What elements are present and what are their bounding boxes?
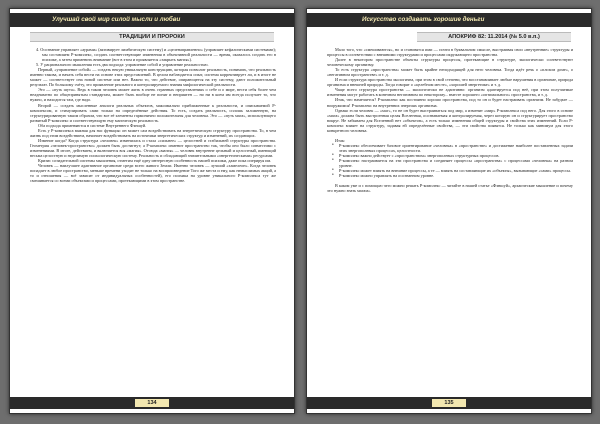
section-heading: ТРАДИЦИИ И ПРОРОКИ [30, 32, 274, 42]
paragraph: 4. Осознание управляет «аурами» (активирует лимбическую систему) и «целенаправленно» (управляет кефалическими системами); мы составляем Р-комплекс, создать соответствующие изменения в объективной реальности — время, оказалось создать его в психике, а затем применить внимание (вот в этом и проявляется «закрыть магия»). [36, 47, 276, 63]
page-number: 135 [432, 399, 466, 407]
list-item: • Р-комплекс настраивается на эти пространства и соединяет процессы «пространства» с процессами «человека» на разном уровне. [331, 158, 573, 168]
list-item: • Р-комплекс можно управлять на осознанном уровне. [331, 173, 573, 178]
paragraph: Оба подхода применяются в системе Внутреннего Фэншуй. [38, 122, 147, 128]
paragraph: Чаще всего структура пространства — экологически не адаптивно: организм адаптируется под неё, при этом получаемые изменения могут работать в конечном негативном по некоторому... вместе хорошего «оптимального» пространства, и т. д. [327, 87, 573, 98]
paragraph: Второй — создать мысленные аналоги реальных объектов, максимально приближенные к реальности, и описываемой Р-комплексом, и стимулировать сами только на определённые действия. То есть, создать реальность, сплошь заложенную, на структурированную таким образом, что все её элементы гармонично положительны для человека. Это — «путь мага», использующего развитый Р-комплекс и соответствующую ему магическую реальность. [30, 102, 276, 123]
article-body [30, 47, 276, 389]
right-page [306, 8, 592, 414]
left-page [9, 8, 295, 414]
paragraph: Первый, «управление собой» — создать некую уникальную конструкцию, которая позволит реальность, понимать, что реальность именно такова, и начать себя вести на основе этих представлений. В целом наблюдается опыт, система коррективрует ли, и в итоге не может — соответствует она новой системе или нет. Важно то, что действие, опирающееся на эту систему, дают положительный результат. По большому счёту, это проявление реального и контролируемого знания мифологической реальности. [30, 67, 276, 88]
paragraph: 5. У рационального мышления есть два подхода: управление собой и управление реальностью. [36, 62, 209, 68]
article-body [327, 47, 573, 389]
paragraph: Итак: [335, 137, 346, 143]
list-item: • Р-комплекс важно действует с «пространством» энергополевых структурных процессов. [331, 153, 573, 158]
list-item: • Р-комплекс может влиять на внешние процессы, а те — влиять на составляющие их «объекты», вызывающие «сами» процессы. [331, 168, 573, 173]
paragraph: Кризис созидательной системы мышления, отметим ещё одну интересную особенность нашей психики, даже пока оперируя им. [38, 158, 272, 164]
page-header-bar [307, 13, 591, 27]
paragraph: Изменит когда? Когда структура «человек» изменилась и стала «сильнее» — целостней и стабильней структуры пространства. Геометрия «человек-пространство» должен быть достигнут; а Р-комплекс изменит пространство так, чтобы оно было совместимо с изменениями. В итоге, действием, и включается вся «магия». Отсюда «магия» — человек внутренне цельный и целостный, имеющий весьма целостную и неделимую психологическую систему. Реальность и обладающий значительными «энергетическими» ресурсами. [30, 137, 276, 158]
page-number: 134 [135, 399, 169, 407]
paragraph: То есть структура «пространства» может быть крайне неподходящей для него человека. Тогда идёт речь о «плохом доме», о «негативном пространстве» и т. д. [327, 67, 573, 78]
paragraph: И если структура пространства экологична, при этом в свой степени, что восстанавливает любые нарушения в организме, природа организма и внешней природы. Тогда говорят о «целебном месте», «хорошей энергетике» и т. д. [327, 77, 573, 88]
paragraph: Далее в некотором пространстве объекты структуры процессы, протекающие в структуре, экологически соответствуют человеческому организму. [327, 57, 573, 68]
page-footer-bar [307, 397, 591, 409]
header-title: Улучшай свой мир силой мысли и любви [52, 16, 181, 23]
header-title: Искусство создавать хорошие деньги [362, 16, 485, 23]
paragraph: Однако если человек — «маг», то не он будет выстраиваться под мир, а изменит «мир» Р-комплекса под него. Для этого в основе «мага» должна быть выстроенная целая Вселенная, осознаваемая и контролируемая, через которую он и структурирует пространство вокруг. Не забываем для Вселенной нет «объектов», а есть только изменения общей структуры и свойства этих изменений. Если Р-комплекс влияет на структуру, задавая ей определённые свойства, — эти свойства появятся. Не только как минимум для этого конкретного человека. [327, 107, 573, 133]
paragraph: Мало того, что «смешиваются», но и становятся ими — почти в буквальном смысле, выстраивая свои «внутренние» структуры и процессы в соответствии с внешними структурами и процессами окружающего пространства. [327, 47, 573, 58]
paragraph: Это — «путь шута». Ведь в таком человек может жить в очень странных представлениях о себе и о мире, вести себя более чем неадекватно по общепринятым стандартам, может быть вообще не понят и неприятен — но ни в коем им всегда получает то, что нужно, и находится там, где надо. [30, 87, 276, 103]
page-header-bar [10, 13, 294, 27]
page-footer-bar [10, 397, 294, 409]
list-item: • Р-комплекс обеспечивает базовое ориентирование «человека» в «пространстве» и достижение наиболее поставленных задачи этих энергополевых процессах, целостности. [331, 143, 573, 153]
closing-paragraph: В каком уме и с помощью чего можно решать Р-комплекс — читайте в нашей статье «Фэншуй», архаические мышление и почему это нужно знать магам». [327, 183, 573, 194]
section-heading: АПОКРИФ 82: 11.2014 (№ 5.0 в.п.) [417, 32, 571, 42]
paragraph: Итак, что намечается? Р-комплекс как постоянно хорошо пространства, под то он и будет настраивать организм. Не забудьте — вооружимся! Р-комплекс на внутренних энергиях организма. [327, 97, 573, 108]
bullet-list [327, 143, 573, 178]
paragraph: Есть у Р-комплекса важная для нас функция: он может сам воздействовать на энергетическую структуру пространства. То, в чем жизнь под этим воздействием, начинает воздействовать на источники энергетических структур и изменений, их создающих. [30, 127, 276, 138]
paragraph: Человек — наилучшее адаптивное организме среди всего живого Земли. Именно человек — лучший «хамелеон». Когда человек попадает в любое пространство, меньше времени уходит не только на воспроизведение Того же места и ему, как немыслимых акций, а то и отношения — всё зависит от индивидуальных особенностей), его психика на уровне уникального Р-комплекса тут же смешивается со всеми объектами и процессами, протекающими в этом пространстве. [30, 163, 276, 184]
